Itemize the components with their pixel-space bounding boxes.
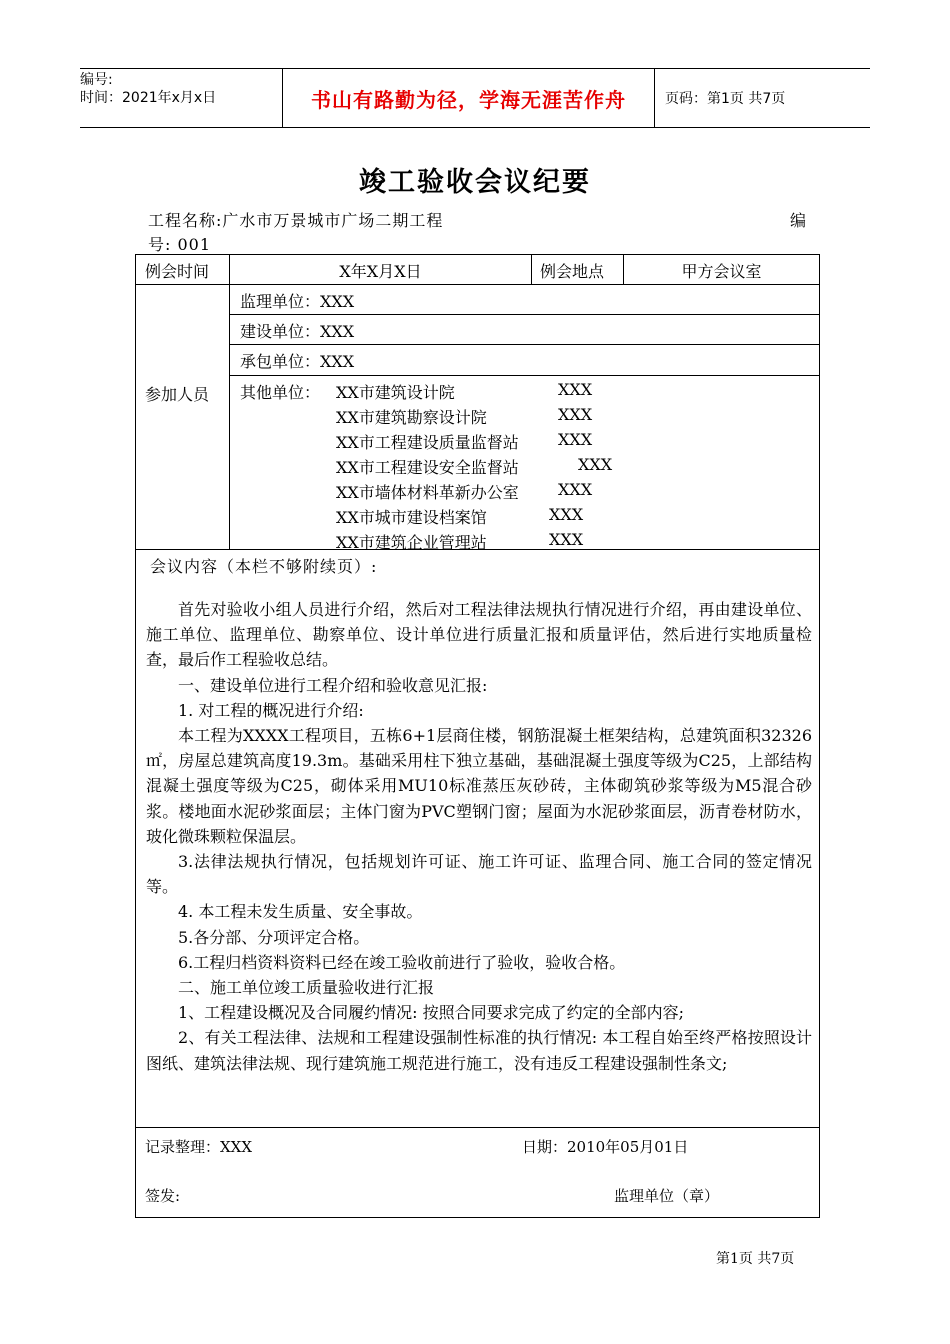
content-paragraph: 5.各分部、分项评定合格。 [178,927,370,947]
content-paragraph: 1. 对工程的概况进行介绍: [178,700,364,720]
others-label: 其他单位： [240,383,321,402]
other-person: XXX [578,455,613,474]
other-person: XXX [549,505,584,524]
participants-label: 参加人员 [145,385,210,404]
sign-label: 签发: [145,1187,181,1205]
other-person: XXX [558,430,593,449]
meeting-place-label: 例会地点 [540,262,605,281]
other-unit: XX市建筑勘察设计院 [336,408,487,427]
document-title: 竣工验收会议纪要 [359,167,591,198]
other-person: XXX [558,405,593,424]
content-paragraph: 本工程为XXXX工程项目，五栋6+1层商住楼，钢筋混凝土框架结构，总建筑面积32326㎡，房屋总建筑高度19.3m。基础采用柱下独立基础，基础混凝土强度等级为C25，上部结构混凝土强度等级为C25，砌体采用MU10标准蒸压灰砂砖，主体砌筑砂浆等级为M5混合砂浆。楼地面水泥砂浆面层；主体门窗为PVC塑钢门窗；屋面为水泥砂浆面层，沥青卷材防水，玻化微珠颗粒保温层。 [146,726,812,846]
project-name: 工程名称:广水市万景城市广场二期工程 [148,211,444,230]
other-unit: XX市建筑设计院 [336,383,455,402]
content-paragraph: 首先对验收小组人员进行介绍，然后对工程法律法规执行情况进行介绍，再由建设单位、施工单位、监理单位、勘察单位、设计单位进行质量汇报和质量评估，然后进行实地质量检查，最后作工程验收总结。 [146,600,812,670]
content-paragraph: 3.法律法规执行情况，包括规划许可证、施工许可证、监理合同、施工合同的签定情况等。 [146,852,812,897]
row-divider [229,314,819,315]
supervisor-unit: 监理单位：XXX [240,292,355,311]
other-person: XXX [558,480,593,499]
header-meta [80,69,283,127]
other-unit: XX市建筑企业管理站 [336,533,487,552]
header-page: 页码：第1页 共7页 [665,91,786,107]
minutes-table [135,254,820,1218]
contractor-unit: 承包单位：XXX [240,352,355,371]
other-unit: XX市工程建设安全监督站 [336,458,519,477]
other-unit: XX市墙体材料革新办公室 [336,483,519,502]
meeting-time-value: X年X月X日 [339,262,422,281]
recorder: 记录整理：XXX [145,1138,253,1156]
col-divider [531,255,532,284]
col-divider [229,255,230,549]
header-time: 时间：2021年x月x日 [80,90,217,106]
row-divider [229,344,819,345]
meeting-time-label: 例会时间 [145,262,210,281]
content-heading: 会议内容（本栏不够附续页）: [150,557,378,576]
record-date: 日期：2010年05月01日 [522,1138,689,1156]
content-paragraph: 2、有关工程法律、法规和工程建设强制性标准的执行情况: 本工程自始至终严格按照设计图纸、建筑法律法规、现行建筑施工规范进行施工，没有违反工程建设强制性条文; [146,1028,812,1073]
seal-label: 监理单位（章） [614,1187,720,1205]
other-unit: XX市城市建设档案馆 [336,508,487,527]
builder-unit: 建设单位：XXX [240,322,355,341]
other-unit: XX市工程建设质量监督站 [336,433,519,452]
content-paragraph: 1、工程建设概况及合同履约情况: 按照合同要求完成了约定的全部内容; [178,1003,685,1023]
page-number: 第1页 共7页 [716,1251,795,1267]
row-divider [229,375,819,376]
row-divider [136,1127,819,1128]
header-number: 编号: [80,72,113,88]
serial-label: 编 [790,211,807,230]
page-header [80,68,870,128]
meeting-place-value: 甲方会议室 [681,262,762,281]
content-paragraph: 二、施工单位竣工质量验收进行汇报 [178,978,435,998]
other-person: XXX [549,530,584,549]
header-motto: 书山有路勤为径，学海无涯苦作舟 [283,69,655,127]
content-paragraph: 6.工程归档资料资料已经在竣工验收前进行了验收，验收合格。 [178,952,626,972]
other-person: XXX [558,380,593,399]
content-paragraph: 4. 本工程未发生质量、安全事故。 [178,902,423,922]
row-divider [136,284,819,285]
content-body [146,597,812,1076]
content-paragraph: 一、建设单位进行工程介绍和验收意见汇报: [178,675,488,695]
serial-value: 号: 001 [148,235,212,254]
